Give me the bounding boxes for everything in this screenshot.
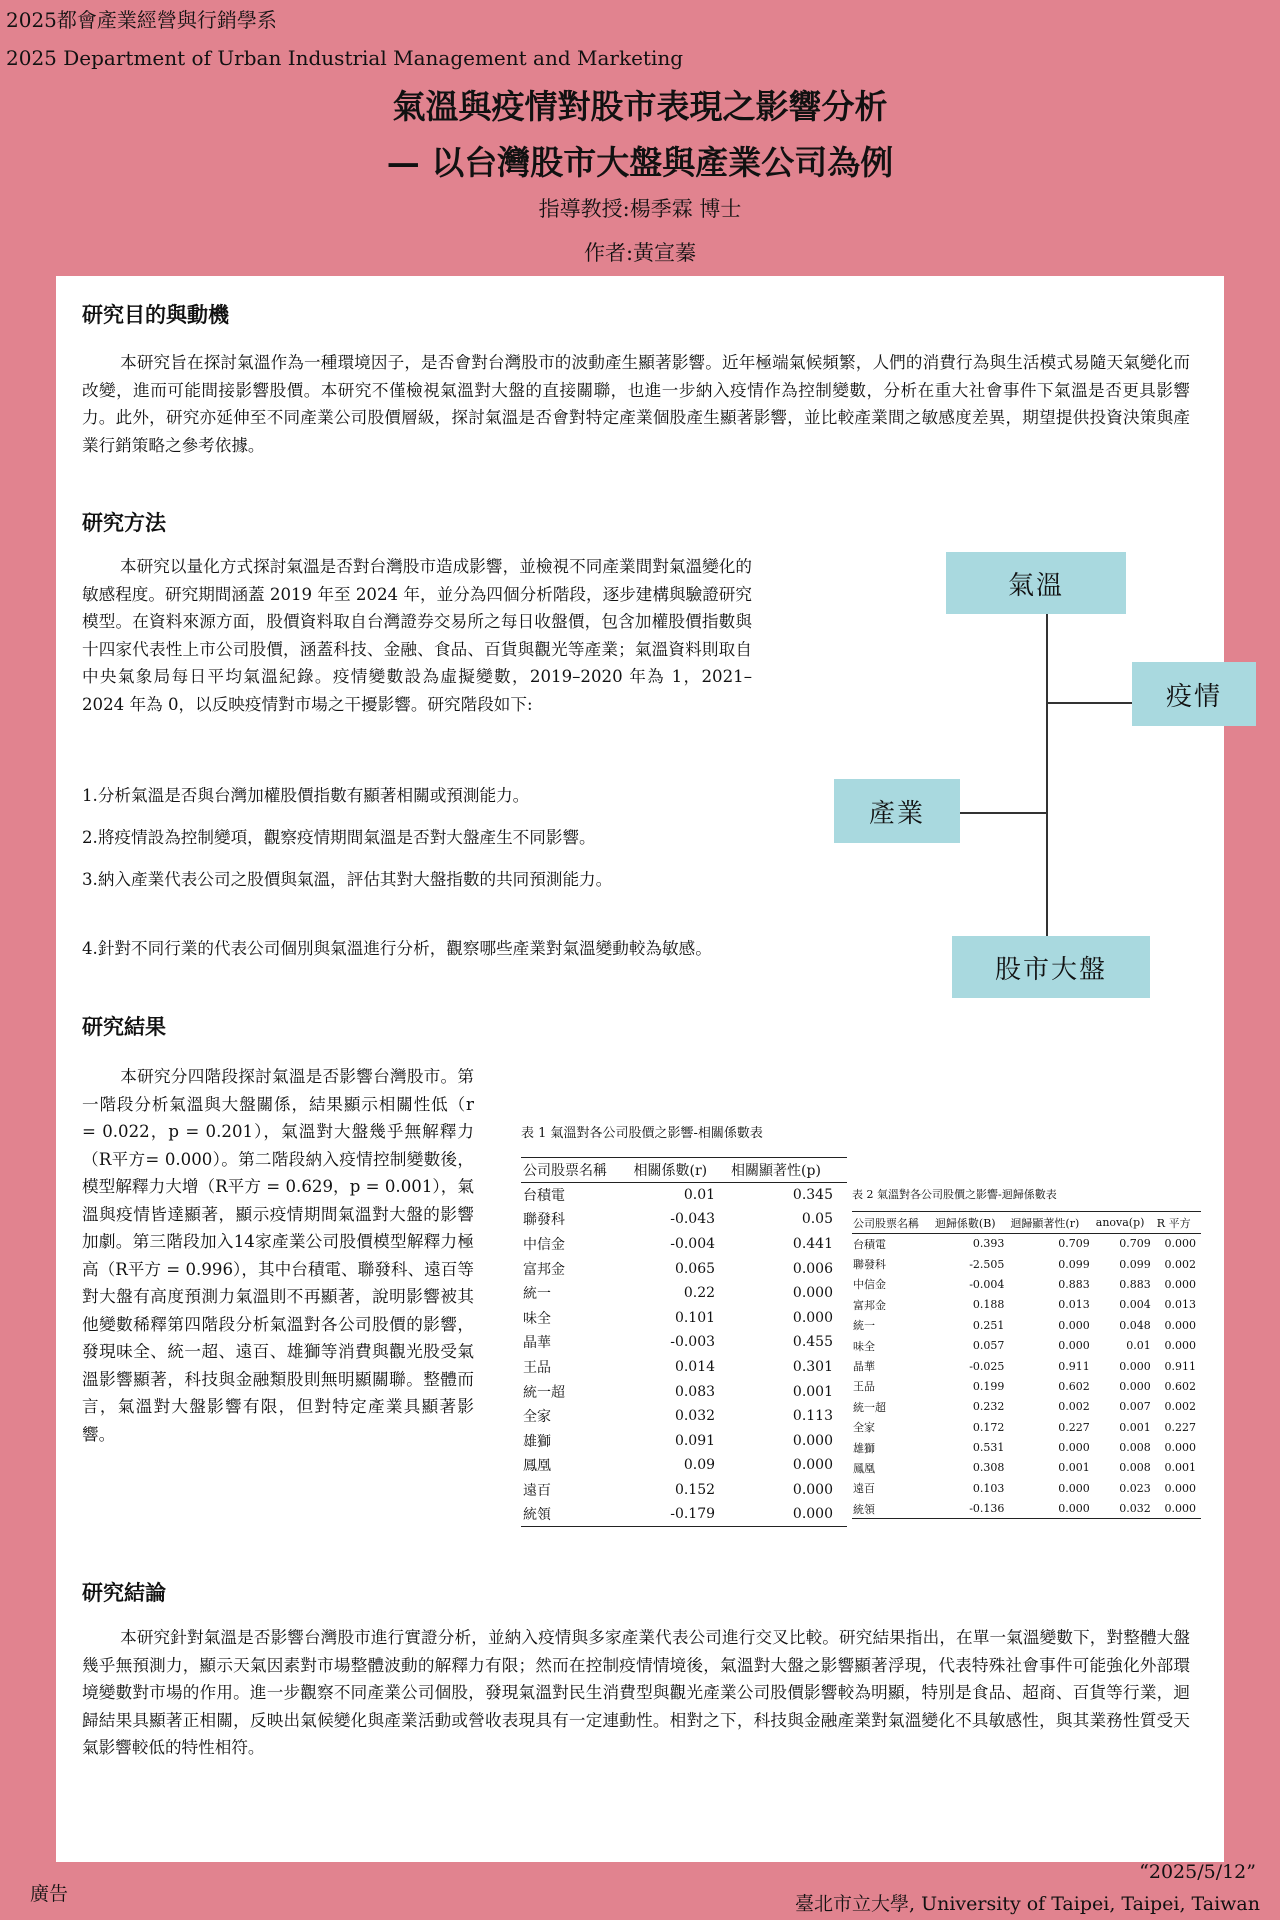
table-row	[852, 1234, 1201, 1254]
diagram-epidemic-connector	[1046, 702, 1146, 704]
company-name-cell: 味全	[523, 1310, 551, 1327]
company-name-cell: 全家	[523, 1409, 551, 1426]
purpose-paragraph	[82, 349, 1190, 459]
company-name-cell: 統一	[853, 1319, 875, 1333]
value-cell: 0.000	[1164, 1339, 1196, 1353]
table-row	[852, 1254, 1201, 1274]
advertisement-label: 廣告	[30, 1883, 69, 1905]
company-name-cell: 統一超	[523, 1384, 565, 1401]
value-cell: -0.004	[670, 1235, 716, 1252]
value-cell: 0.023	[1119, 1481, 1151, 1495]
department-name-zh: 2025都會產業經營與行銷學系	[6, 8, 277, 32]
value-cell: 0.911	[1164, 1359, 1196, 1373]
table2-caption: 表 2 氣溫對各公司股價之影響-迴歸係數表	[852, 1188, 1057, 1201]
table-row	[852, 1397, 1201, 1417]
company-name-cell: 雄獅	[853, 1441, 875, 1455]
value-cell: 0.001	[1119, 1420, 1151, 1434]
company-name-cell: 聯發科	[523, 1212, 565, 1229]
table-row	[521, 1305, 847, 1330]
value-cell: 0.007	[1119, 1400, 1151, 1414]
column-header: 相關顯著性(p)	[729, 1158, 847, 1183]
section-title-method: 研究方法	[82, 510, 166, 535]
table-row	[852, 1417, 1201, 1437]
value-cell: 0.000	[792, 1285, 833, 1302]
company-name-cell: 中信金	[853, 1278, 886, 1292]
table1-caption: 表 1 氣溫對各公司股價之影響-相關係數表	[521, 1126, 763, 1141]
value-cell: 0.065	[674, 1260, 716, 1277]
content-panel	[56, 276, 1224, 1862]
table-row	[521, 1428, 847, 1453]
diagram-node-industry: 產業	[834, 779, 960, 843]
value-cell: 0.883	[1119, 1277, 1151, 1291]
value-cell: 0.008	[1119, 1441, 1151, 1455]
company-name-cell: 王品	[853, 1380, 875, 1394]
value-cell: 0.101	[674, 1309, 716, 1326]
value-cell: 0.000	[1164, 1237, 1196, 1251]
value-cell: 0.199	[972, 1379, 1005, 1393]
value-cell: 0.911	[1058, 1359, 1090, 1373]
method-step: 2.將疫情設為控制變項，觀察疫情期間氣溫是否對大盤產生不同影響。	[82, 828, 596, 847]
value-cell: 0.01	[1126, 1339, 1151, 1353]
value-cell: 0.232	[972, 1400, 1005, 1414]
value-cell: 0.000	[1164, 1318, 1196, 1332]
value-cell: 0.001	[1058, 1461, 1090, 1475]
value-cell: 0.251	[972, 1318, 1005, 1332]
value-cell: 0.032	[674, 1408, 716, 1425]
value-cell: 0.013	[1058, 1298, 1090, 1312]
university-name: 臺北市立大學, University of Taipei, Taipei, Taiwan	[795, 1893, 1260, 1915]
value-cell: 0.000	[1119, 1379, 1151, 1393]
company-name-cell: 統一	[523, 1286, 551, 1303]
company-name-cell: 遠百	[523, 1482, 551, 1499]
value-cell: 0.883	[1058, 1277, 1090, 1291]
table-row	[521, 1281, 847, 1306]
diagram-vertical-line	[1046, 612, 1048, 936]
table-row	[521, 1330, 847, 1355]
diagram-node-temperature: 氣溫	[946, 552, 1126, 614]
poster-subtitle: — 以台灣股市大盤與產業公司為例	[386, 143, 894, 182]
value-cell: 0.000	[792, 1481, 833, 1498]
value-cell: 0.000	[1058, 1481, 1090, 1495]
value-cell: -0.043	[670, 1211, 716, 1228]
diagram-industry-connector	[960, 812, 1046, 814]
purpose-text: 本研究旨在探討氣溫作為一種環境因子，是否會對台灣股市的波動產生顯著影響。近年極端氣候頻繁，人們的消費行為與生活模式易隨天氣變化而改變，進而可能間接影響股價。本研究不僅檢視氣溫對大盤的直接關聯，也進一步納入疫情作為控制變數，分析在重大社會事件下氣溫是否更具影響力。此外，研究亦延伸至不同產業公司股價層級，探討氣溫是否會對特定產業個股產生顯著影響，並比較產業間之敏感度差異，期望提供投資決策與產業行銷策略之參考依據。	[82, 353, 1190, 455]
table-header-row	[521, 1158, 847, 1183]
table-row	[521, 1379, 847, 1404]
correlation-table	[521, 1157, 847, 1527]
value-cell: 0.099	[1058, 1257, 1090, 1271]
method-step: 3.納入產業代表公司之股價與氣溫，評估其對大盤指數的共同預測能力。	[82, 870, 613, 889]
results-paragraph	[82, 1063, 474, 1448]
value-cell: 0.000	[1164, 1481, 1196, 1495]
company-name-cell: 晶華	[853, 1360, 875, 1374]
table-row	[521, 1207, 847, 1232]
value-cell: 0.000	[729, 1502, 847, 1527]
section-title-conclusion: 研究結論	[82, 1580, 166, 1605]
value-cell: -0.003	[670, 1334, 716, 1351]
value-cell: 0.455	[792, 1334, 833, 1351]
company-name-cell: 遠百	[853, 1482, 875, 1496]
value-cell: 0.013	[1164, 1298, 1196, 1312]
table-row	[852, 1295, 1201, 1315]
value-cell: 0.091	[674, 1432, 716, 1449]
value-cell: 0.000	[1164, 1441, 1196, 1455]
value-cell: 0.001	[1164, 1461, 1196, 1475]
advisor: 指導教授:楊季霖 博士	[538, 197, 742, 221]
value-cell: 0.308	[972, 1461, 1005, 1475]
value-cell: 0.172	[972, 1420, 1005, 1434]
section-title-results: 研究結果	[82, 1014, 166, 1039]
table-row	[521, 1453, 847, 1478]
column-header: 公司股票名稱	[852, 1212, 934, 1234]
value-cell: 0.301	[792, 1358, 833, 1375]
value-cell: 0.057	[972, 1339, 1005, 1353]
column-header: anova(p)	[1095, 1212, 1156, 1234]
table-row	[852, 1315, 1201, 1335]
value-cell: 0.152	[674, 1481, 716, 1498]
company-name-cell: 富邦金	[853, 1298, 886, 1312]
company-name-cell: 台積電	[853, 1237, 886, 1251]
poster-date: “2025/5/12”	[1139, 1861, 1256, 1883]
value-cell: 0.004	[1119, 1298, 1151, 1312]
table-row	[852, 1376, 1201, 1396]
column-header: 迴歸係數(B)	[934, 1212, 1010, 1234]
diagram-node-epidemic: 疫情	[1132, 662, 1256, 726]
value-cell: 0.103	[972, 1481, 1005, 1495]
value-cell: 0.099	[1119, 1257, 1151, 1271]
value-cell: 0.000	[1058, 1441, 1090, 1455]
value-cell: 0.22	[683, 1285, 716, 1302]
value-cell: 0.000	[1119, 1359, 1151, 1373]
table-row	[521, 1355, 847, 1380]
company-name-cell: 味全	[853, 1339, 875, 1353]
table-row	[852, 1356, 1201, 1376]
value-cell: -0.136	[934, 1499, 1010, 1519]
value-cell: 0.113	[792, 1408, 833, 1425]
company-name-cell: 王品	[523, 1359, 551, 1376]
value-cell: 0.002	[1058, 1400, 1090, 1414]
method-paragraph	[82, 553, 752, 718]
company-name-cell: 台積電	[523, 1188, 565, 1205]
column-header: 迴歸顯著性(r)	[1009, 1212, 1094, 1234]
column-header: 相關係數(r)	[632, 1158, 730, 1183]
value-cell: 0.000	[1164, 1277, 1196, 1291]
value-cell: 0.002	[1164, 1400, 1196, 1414]
value-cell: 0.709	[1119, 1237, 1151, 1251]
value-cell: 0.709	[1058, 1237, 1090, 1251]
value-cell: 0.602	[1164, 1379, 1196, 1393]
table-row	[852, 1274, 1201, 1294]
value-cell: -0.025	[969, 1359, 1005, 1373]
table-row	[852, 1458, 1201, 1478]
value-cell: 0.014	[674, 1358, 716, 1375]
value-cell: 0.602	[1058, 1379, 1090, 1393]
table-row	[521, 1478, 847, 1503]
table-row	[852, 1335, 1201, 1355]
company-name-cell: 鳳凰	[853, 1461, 875, 1475]
company-name-cell: 聯發科	[853, 1258, 886, 1272]
company-name-cell: 統領	[852, 1499, 934, 1519]
value-cell: -0.179	[632, 1502, 730, 1527]
method-step: 4.針對不同行業的代表公司個別與氣溫進行分析，觀察哪些產業對氣溫變動較為敏感。	[82, 939, 712, 958]
column-header: R 平方	[1156, 1212, 1201, 1234]
value-cell: 0.05	[801, 1211, 833, 1228]
value-cell: 0.002	[1164, 1257, 1196, 1271]
research-framework-diagram	[776, 552, 1222, 985]
table-header-row	[852, 1212, 1201, 1234]
value-cell: 0.032	[1095, 1499, 1156, 1519]
method-step: 1.分析氣溫是否與台灣加權股價指數有顯著相關或預測能力。	[82, 786, 530, 805]
company-name-cell: 富邦金	[523, 1261, 565, 1278]
value-cell: 0.393	[972, 1237, 1005, 1251]
value-cell: 0.000	[792, 1457, 833, 1474]
value-cell: 0.345	[792, 1187, 833, 1204]
company-name-cell: 全家	[853, 1421, 875, 1435]
company-name-cell: 鳳凰	[523, 1458, 551, 1475]
conclusion-paragraph	[82, 1624, 1190, 1762]
value-cell: 0.008	[1119, 1461, 1151, 1475]
value-cell: 0.083	[674, 1383, 716, 1400]
poster-title: 氣溫與疫情對股市表現之影響分析	[392, 87, 888, 126]
value-cell: 0.09	[683, 1457, 716, 1474]
value-cell: 0.000	[1058, 1318, 1090, 1332]
value-cell: 0.441	[792, 1235, 833, 1252]
table-row	[521, 1183, 847, 1208]
value-cell: 0.000	[1156, 1499, 1201, 1519]
value-cell: 0.531	[972, 1441, 1005, 1455]
company-name-cell: 統一超	[853, 1400, 886, 1414]
company-name-cell: 晶華	[523, 1335, 551, 1352]
value-cell: 0.188	[972, 1298, 1005, 1312]
results-text: 本研究分四階段探討氣溫是否影響台灣股市。第一階段分析氣溫與大盤關係，結果顯示相關性低（r = 0.022，p = 0.201），氣溫對大盤幾乎無解釋力（R平方= 0.000）。第二階段納入疫情控制變數後，模型解釋力大增（R平方 = 0.629，p = 0.001），氣溫與疫情皆達顯著，顯示疫情期間氣溫對大盤的影響加劇。第三階段加入14家產業公司股價模型解釋力極高（R平方 = 0.996），其中台積電、聯發科、遠百等對大盤有高度預測力氣溫則不再顯著，說明影響被其他變數稀釋第四階段分析氣溫對各公司股價的影響，發現味全、統一超、遠百、雄獅等消費與觀光股受氣溫影響顯著，科技與金融類股則無明顯關聯。整體而言，氣溫對大盤影響有限，但對特定產業具顯著影響。	[82, 1067, 474, 1444]
section-title-purpose: 研究目的與動機	[82, 302, 229, 327]
table-row	[852, 1478, 1201, 1498]
department-name-en: 2025 Department of Urban Industrial Management and Marketing	[6, 46, 684, 70]
table-row	[521, 1256, 847, 1281]
method-text: 本研究以量化方式探討氣溫是否對台灣股市造成影響，並檢視不同產業間對氣溫變化的敏感程度。研究期間涵蓋 2019 年至 2024 年，並分為四個分析階段，逐步建構與驗證研究模型。在資料來源方面，股價資料取自台灣證券交易所之每日收盤價，包含加權股價指數與十四家代表性上市公司股價，涵蓋科技、金融、食品、百貨與觀光等產業；氣溫資料則取自中央氣象局每日平均氣溫紀錄。疫情變數設為虛擬變數，2019–2020 年為 1，2021–2024 年為 0，以反映疫情對市場之干擾影響。研究階段如下:	[82, 557, 752, 714]
value-cell: 0.000	[792, 1432, 833, 1449]
value-cell: 0.001	[792, 1383, 833, 1400]
diagram-node-market: 股市大盤	[952, 936, 1150, 998]
value-cell: 0.006	[792, 1260, 833, 1277]
company-name-cell: 中信金	[523, 1236, 565, 1253]
table-row	[852, 1437, 1201, 1457]
value-cell: 0.000	[1009, 1499, 1094, 1519]
value-cell: -2.505	[969, 1257, 1005, 1271]
author: 作者:黃宣蓁	[583, 241, 697, 265]
table-row	[521, 1502, 847, 1527]
table-row	[521, 1232, 847, 1257]
conclusion-text: 本研究針對氣溫是否影響台灣股市進行實證分析，並納入疫情與多家產業代表公司進行交叉比較。研究結果指出，在單一氣溫變數下，對整體大盤幾乎無預測力，顯示天氣因素對市場整體波動的解釋力有限；然而在控制疫情情境後，氣溫對大盤之影響顯著浮現，代表特殊社會事件可能強化外部環境變數對市場的作用。進一步觀察不同產業公司個股，發現氣溫對民生消費型與觀光產業公司股價影響較為明顯，特別是食品、超商、百貨等行業，迴歸結果具顯著正相關，反映出氣候變化與產業活動或營收表現具有一定連動性。相對之下，科技與金融產業對氣溫變化不具敏感性，與其業務性質受天氣影響較低的特性相符。	[82, 1628, 1190, 1757]
value-cell: 0.227	[1164, 1420, 1196, 1434]
table-row	[521, 1404, 847, 1429]
company-name-cell: 雄獅	[523, 1433, 551, 1450]
regression-table	[852, 1211, 1201, 1519]
value-cell: 0.000	[792, 1309, 833, 1326]
table-row	[852, 1499, 1201, 1519]
value-cell: 0.227	[1058, 1420, 1090, 1434]
column-header: 公司股票名稱	[521, 1158, 632, 1183]
value-cell: -0.004	[969, 1277, 1005, 1291]
value-cell: 0.048	[1119, 1318, 1151, 1332]
value-cell: 0.000	[1058, 1339, 1090, 1353]
value-cell: 0.01	[683, 1187, 716, 1204]
company-name-cell: 統領	[521, 1502, 632, 1527]
